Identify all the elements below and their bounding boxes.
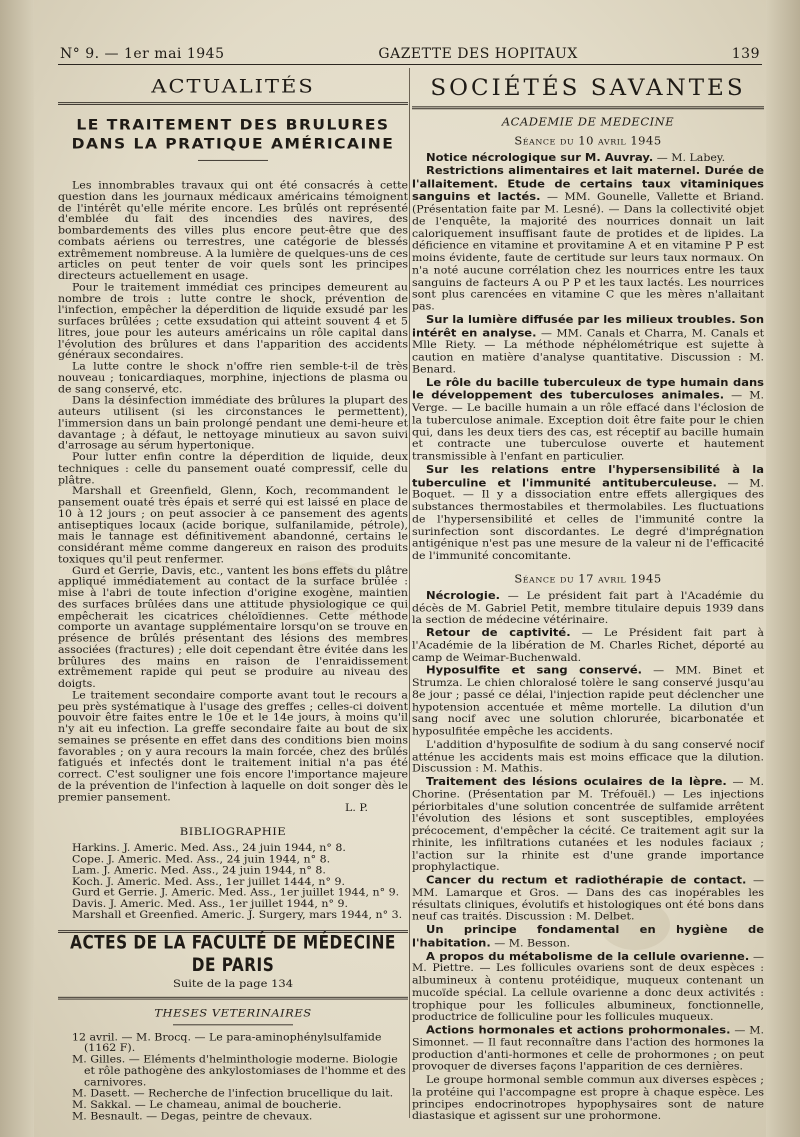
communication-body: — Le Président fait part à l'Académie de la libération de M. Charles Richet, déporté au camp de Weimar-Buchenwald. bbox=[412, 626, 764, 664]
article-title-line-1: LE TRAITEMENT DES BRULURES bbox=[76, 117, 390, 134]
section-heading-actualites: ACTUALITÉS bbox=[151, 75, 315, 97]
article-paragraph: Gurd et Gerrie, Davis, etc., vantent les bons effets du plâtre appliqué immédiatement au contact de la surface brûlée : mise à l'abri de toute infection d'origine exogène, maintien des surfaces brûlées dans une attitude physiologique ce qui empêcherait les cicatrices chéloïdiennes. Cette méthode comporte un avantage supplémentaire lorsqu'on se trouve en présence de brûlés présentant des lésions des membres associées (fractures) ; elle doit cependant être évitée dans les brûlures des mains en raison de l'enraidissement extrêmement rapide qui peut se produire au niveau des doigts. bbox=[58, 564, 408, 690]
actes-rule bbox=[58, 996, 408, 999]
communication-body: — M. Labey. bbox=[653, 151, 726, 164]
header-rule bbox=[58, 64, 762, 65]
communication-body: — Le président fait part à l'Académie du décès de M. Gabriel Petit, membre titulaire depuis 1939 dans la section de médecine vétérinaire. bbox=[412, 589, 764, 626]
actes-heading: ACTES DE LA FACULTÉ DE MÉDECINE DE PARIS bbox=[70, 931, 396, 976]
communication-item bbox=[412, 950, 764, 1024]
communication-item bbox=[412, 463, 764, 562]
communication-title: Hyposulfite et sang conservé. bbox=[426, 663, 643, 677]
communication-item bbox=[412, 1024, 764, 1074]
communication-item bbox=[412, 874, 764, 924]
article-paragraph: Dans la désinfection immédiate des brûlures la plupart des auteurs utilisent (si les circonstances le permettent), l'immersion dans un bain prolongé pendant une demi-heure et davantage ; à défaut, le nettoyage minutieux au savon suivi d'arrosage au sérum hypertonique. bbox=[58, 394, 408, 452]
theses-heading: THESES VETERINAIRES bbox=[154, 1006, 312, 1019]
communication-title: Restrictions alimentaires et lait maternel. Durée de l'allaitement. Etude de certains taux vitaminiques sanguins et lactés. bbox=[412, 163, 764, 204]
page-number: 139 bbox=[731, 46, 760, 62]
communication-body: — MM. Gounelle, Vallette et Briand. (Présentation faite par M. Lesné). — Dans la collectivité objet de l'enquête, la majorité des nourrices donnait un lait caloriquement insuffisant faute de protides et de lipides. La déficience en vitamine et provitamine A et en vitamine P P est moins évidente, faute de certitude sur leurs taux normaux. On n'a noté aucune corrélation chez les nourrices entre les taux sanguins de facteurs A ou P P et les taux lactés. Les nourrices sont plus carencées en vitamine C que les mères n'allaitant pas. bbox=[412, 190, 764, 313]
communication-body: — MM. Canals et Charra, M. Canals et Mlle Riety. — La méthode néphélométrique est sujette à caution en matière d'analyse quantitative. Discussion : M. Benard. bbox=[412, 326, 765, 376]
seance-heading: Séance du 17 avril 1945 bbox=[514, 571, 662, 586]
communication-body: — MM. Lamarque et Gros. — Dans des cas inopérables les résultats cliniques, évolutifs et histologiques ont été bons dans neuf cas traités. Discussion : M. Delbet. bbox=[412, 873, 765, 923]
communication-body: — MM. Binet et Strumza. Le chien chloralosé tolère le sang conservé jusqu'au 8e jour ; passé ce délai, l'injection rapide peut déclencher une hypotension accentuée et même mortelle. La dilution d'un sang nocif avec une solution chlorurée, bicarbonatée et hyposulfitée empêche les accidents. bbox=[412, 664, 765, 738]
page-edge-shadow-right bbox=[766, 0, 800, 1137]
communication-item bbox=[412, 164, 764, 313]
communication-item bbox=[412, 738, 764, 775]
bibliography-entry: Marshall et Greenfied. Americ. J. Surgery, mars 1944, n° 3. bbox=[72, 908, 403, 921]
communication-title: Cancer du rectum et radiothérapie de contact. bbox=[426, 872, 747, 887]
communication-body: — M. Piettre. — Les follicules ovariens sont de deux espèces : albumineux à contenu protéidique, muqueux contenant un mucoïde spécial. La cellule ovarienne a donc deux activités : trophique pour les follicules albumineux, fonctionnelle, productrice de folliculine pour les follicules muqueux. bbox=[412, 949, 765, 1024]
bibliography-entry: Davis. J. Americ. Med. Ass., 1er juillet 1944, n° 9. bbox=[72, 897, 348, 910]
bibliography-heading: BIBLIOGRAPHIE bbox=[179, 825, 287, 838]
theses-rule bbox=[173, 1024, 293, 1025]
bibliography-entry: Gurd et Gerrie. J. Americ. Med. Ass., 1er juillet 1944, n° 9. bbox=[72, 886, 400, 899]
communication-body: — M. Boquet. — Il y a dissociation entre effets allergiques des substances thermostabiles et thermolabiles. Les fluctuations de l'hypersensibilité et celles de l'immunité contre la surinfection sont discordantes. Le degré d'imprégnation antigénique n'est pas une mesure de la valeur ni de l'efficacité de l'immunité concomitante. bbox=[412, 476, 764, 562]
communication-item bbox=[412, 376, 764, 463]
article-paragraph: Pour le traitement immédiat ces principes demeurent au nombre de trois : lutte contre le shock, prévention de l'infection, empêcher la déperdition de liquide exsudé par les surfaces brûlées ; cette exsudation qui atteint souvent 4 et 5 litres, joue pour les auteurs américains un rôle capital dans l'évolution des brûlures et dans l'apparition des accidents généraux secondaires. bbox=[58, 281, 408, 361]
communication-body: — M. Chorine. (Présentation par M. Tréfouël.) — Les injections périorbitales d'une solution concentrée de sulfamide arrêtent l'évolution des lésions et sont susceptibles, employées précocement, d'empêcher la cécité. Ce traitement agit sur la rhinite, les infiltrations cutanées et les nodules faciaux ; l'action sur la rhinite est d'une grande importance prophylactique. bbox=[412, 775, 764, 874]
communication-title: A propos du métabolisme de la cellule ovarienne. bbox=[426, 948, 750, 963]
communication-body: — M. Besson. bbox=[490, 936, 571, 950]
thesis-entry: 12 avril. — M. Brocq. — Le para-aminophénylsulfamide (1162 F). bbox=[72, 1031, 382, 1054]
communication-title: Sur les relations entre l'hypersensibilité à la tuberculine et l'immunité antituberculeuse. bbox=[412, 462, 764, 489]
left-column bbox=[58, 72, 408, 1123]
communication-title: Actions hormonales et actions prohormonales. bbox=[426, 1022, 731, 1037]
article-paragraph: Pour lutter enfin contre la déperdition de liquide, deux techniques : celle du pansement ouaté compressif, celle du plâtre. bbox=[58, 451, 408, 486]
communication-title: Nécrologie. bbox=[426, 588, 500, 602]
communication-body: — M. Simonnet. — Il faut reconnaître dans l'action des hormones la production d'anti-hormones et celle de prohormones ; on peut provoquer de diverses façons l'apparition de ces dernières. bbox=[412, 1023, 764, 1073]
communication-item bbox=[412, 1073, 764, 1123]
seance-heading: Séance du 10 avril 1945 bbox=[514, 134, 662, 148]
page-edge-shadow-left bbox=[0, 0, 34, 1137]
communication-title: Retour de captivité. bbox=[426, 625, 571, 640]
issue-date: N° 9. — 1er mai 1945 bbox=[60, 46, 225, 62]
bibliography-entry: Koch. J. Americ. Med. Ass., 1er juillet 1444, n° 9. bbox=[72, 875, 345, 888]
title-rule bbox=[198, 160, 268, 161]
communication-item bbox=[412, 627, 764, 664]
thesis-entry: M. Besnault. — Degas, peintre de chevaux. bbox=[72, 1110, 313, 1123]
academy-heading: ACADEMIE DE MEDECINE bbox=[501, 114, 675, 129]
communication-body: Le groupe hormonal semble commun aux diverses espèces ; la protéine qui l'accompagne est propre à chaque espèce. Les principes endocrinotropes hypophysaires sont de nature diastasique et agissent sur une prohormone. bbox=[412, 1073, 764, 1123]
right-column bbox=[412, 72, 764, 1123]
section-rule bbox=[58, 102, 408, 105]
article-signature: L. P. bbox=[345, 802, 368, 815]
section-rule bbox=[412, 106, 764, 109]
communication-item bbox=[412, 776, 764, 874]
thesis-entry: M. Sakkal. — Le chameau, animal de boucherie. bbox=[72, 1099, 342, 1111]
article-paragraph: Les innombrables travaux qui ont été consacrés à cette question dans les journaux médicaux américains témoignent de l'intérêt qu'elle mérite encore. Les brûlés ont représenté d'emblée du fait des incendies des navires, des bombardements des villes plus encore peut-être que des combats aériens ou terrestres, une catégorie de blessés extrêmement nombreuse. A la lumière de quelques-uns de ces articles on peut tenter de voir quels sont les principes directeurs actuellement en usage. bbox=[58, 179, 408, 282]
communication-item bbox=[412, 589, 764, 626]
communication-title: Sur la lumière diffusée par les milieux troubles. Son intérêt en analyse. bbox=[412, 312, 764, 339]
communication-title: Traitement des lésions oculaires de la lèpre. bbox=[426, 774, 727, 788]
communication-item bbox=[412, 923, 764, 949]
actes-continuation: Suite de la page 134 bbox=[172, 976, 294, 990]
communication-title: Le rôle du bacille tuberculeux de type humain dans le développement des tuberculoses animales. bbox=[412, 375, 764, 402]
communication-title: Un principe fondamental en hygiène de l'habitation. bbox=[412, 922, 764, 950]
communication-item bbox=[412, 313, 764, 376]
thesis-entry: M. Dasett. — Recherche de l'infection brucellique du lait. bbox=[72, 1087, 394, 1100]
thesis-entry: M. Gilles. — Eléments d'helminthologie moderne. Biologie et rôle pathogène des ankylostomiases de l'homme et des carnivores. bbox=[72, 1053, 406, 1089]
section-heading-societes: SOCIÉTÉS SAVANTES bbox=[430, 75, 746, 101]
bibliography-entry: Cope. J. Americ. Med. Ass., 24 juin 1944, n° 8. bbox=[72, 853, 331, 865]
running-head bbox=[60, 40, 760, 62]
bibliography-entry: Harkins. J. Americ. Med. Ass., 24 juin 1944, n° 8. bbox=[72, 842, 346, 854]
communication-body: L'addition d'hyposulfite de sodium à du sang conservé nocif atténue les accidents mais est moins efficace que la dilution. Discussion : M. Mathis. bbox=[412, 738, 764, 775]
communication-item bbox=[412, 664, 764, 738]
article-paragraph: Marshall et Greenfield, Glenn, Koch, recommandent le pansement ouaté très épais et serré qui est laissé en place de 10 à 12 jours ; on peut associer à ce pansement des agents antiseptiques locaux (acide borique, sulfanilamide, pétrole), mais le tannage est définitivement abandonné, certains le considérant même comme dangereux en raison des produits toxiques qu'il peut renfermer. bbox=[58, 485, 408, 565]
article-paragraph: La lutte contre le shock n'offre rien semble-t-il de très nouveau ; tonicardiaques, morphine, injections de plasma ou de sang conservé, etc. bbox=[58, 360, 408, 395]
communication-title: Notice nécrologique sur M. Auvray. bbox=[426, 150, 654, 164]
communication-body: — M. Verge. — Le bacille humain a un rôle effacé dans l'éclosion de la tuberculose animale. Exception doit être faite pour le chien qui, dans les deux tiers des cas, est réceptif au bacille humain et contracte une tuberculose ouverte et hautement transmissible à l'enfant en particulier. bbox=[412, 389, 764, 463]
journal-name: GAZETTE DES HOPITAUX bbox=[378, 46, 578, 62]
communication-item bbox=[412, 151, 764, 164]
article-title-line-2: DANS LA PRATIQUE AMÉRICAINE bbox=[71, 135, 395, 152]
article-paragraph: Le traitement secondaire comporte avant tout le recours a peu près systématique à l'usage des greffes ; celles-ci doivent pouvoir être faites entre le 10e et le 14e jours, à moins qu'il n'y ait eu infection. La greffe secondaire faite au bout de six semaines se présente en effet dans des conditions bien moins favorables ; on y aura recours la main forcée, chez des brûlés fatigués et infectés dont le traitement initial n'a pas été correct. C'est souligner une fois encore l'importance majeure de la prévention de l'infection à laquelle on doit songer dès le premier pansement. bbox=[58, 689, 408, 803]
bibliography-entry: Lam. J. Americ. Med. Ass., 24 juin 1944, n° 8. bbox=[72, 864, 326, 877]
column-divider bbox=[409, 68, 410, 1118]
